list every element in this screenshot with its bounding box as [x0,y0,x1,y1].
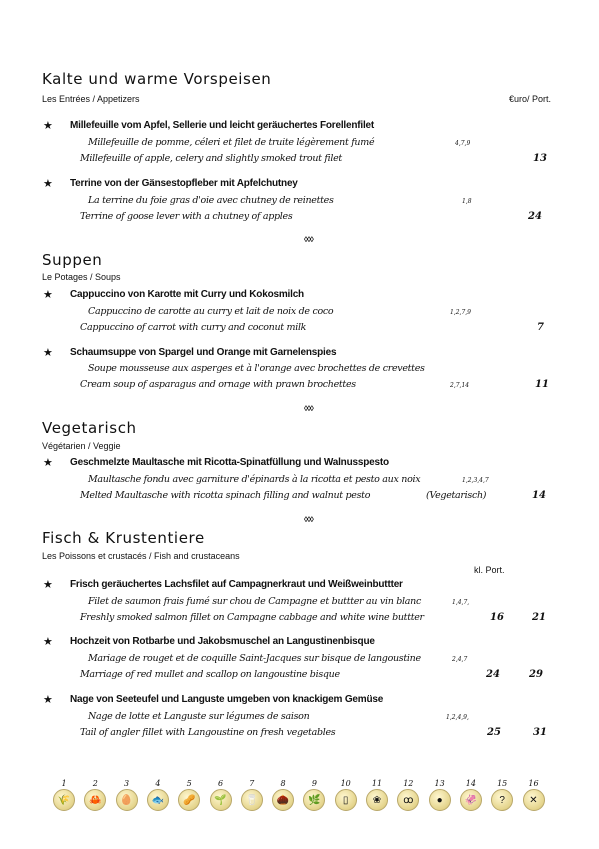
soy-icon: 🌱 [210,789,232,811]
legend-number: 5 [186,779,192,788]
legend-number: 16 [528,779,539,788]
dish-title: Frisch geräuchertes Lachsfilet auf Campagnerkraut und Weißweinbuttter [70,579,403,590]
dish-price: 7 [537,322,544,333]
dish-french: Soupe mousseuse aux asperges et à l'orange avec brochettes de crevettes [88,363,425,374]
legend-number: 8 [280,779,286,788]
legend-number: 7 [249,779,255,788]
price-header-small: kl. Port. [474,565,505,575]
star-icon: ★ [43,636,53,648]
legend-item [456,779,486,811]
legend-item [80,779,110,811]
dish-french: Maultasche fondu avec garniture d'épinards à la ricotta et pesto aux noix [88,474,421,485]
milk-icon: 🥛 [241,789,263,811]
dish-english: Cappuccino of carrot with curry and coconut milk [80,322,307,333]
section-subtitle-fish: Les Poissons et crustacés / Fish and crustaceans [42,551,240,561]
star-icon: ★ [43,120,53,132]
dish-allergens: 1,2,4,9, [446,714,469,721]
dish-english: Millefeuille of apple, celery and slightly smoked trout filet [80,153,342,164]
dish-price: 31 [533,727,547,738]
dish-title: Millefeuille vom Apfel, Sellerie und leicht geräuchertes Forellenfilet [70,120,375,131]
allergen-legend [49,779,559,811]
section-title-appetizers: Kalte und warme Vorspeisen [42,70,272,88]
star-icon: ★ [43,178,53,190]
legend-number: 1 [61,779,67,788]
dish-title: Schaumsuppe von Spargel und Orange mit Garnelenspies [70,347,337,358]
dish-price: 11 [535,379,549,390]
dish-french: La terrine du foie gras d'oie avec chutney de reinettes [88,195,334,206]
egg-icon: 🥚 [116,789,138,811]
legend-number: 10 [340,779,351,788]
section-subtitle-soups: Le Potages / Soups [42,272,121,282]
legend-number: 12 [403,779,414,788]
dish-note: (Vegetarisch) [426,490,487,501]
dish-french: Cappuccino de carotte au curry et lait de noix de coco [88,306,334,317]
dish-english: Cream soup of asparagus and ornage with prawn brochettes [80,379,356,390]
section-title-fish: Fisch & Krustentiere [42,529,205,547]
legend-number: 15 [497,779,508,788]
dish-allergens: 2,7,14 [450,382,470,389]
section-title-veggie: Vegetarisch [42,419,137,437]
dish-allergens: 4,7,9 [455,140,471,147]
legend-item [519,779,549,811]
legend-item [268,779,298,811]
wheat-icon: 🌾 [53,789,75,811]
section-divider: ◊◊◊ [304,404,313,413]
legend-item [393,779,423,811]
dish-french: Mariage de rouget et de coquille Saint-Jacques sur bisque de langoustine [88,653,421,664]
legend-item [49,779,79,811]
legend-item [143,779,173,811]
legend-number: 6 [217,779,224,788]
dish-english: Melted Maultasche with ricotta spinach filling and walnut pesto [80,490,371,501]
legend-number: 2 [92,779,98,788]
mollusc-icon: 🦑 [460,789,482,811]
dish-french: Nage de lotte et Languste sur légumes de saison [88,711,310,722]
dish-english: Marriage of red mullet and scallop on langoustine bisque [80,669,340,680]
celery-icon: 🌿 [303,789,325,811]
section-divider: ◊◊◊ [304,515,313,524]
star-icon: ★ [43,457,53,469]
dish-title: Cappuccino von Karotte mit Curry und Kokosmilch [70,289,304,300]
dish-allergens: 1,8 [462,198,472,205]
star-icon: ★ [43,347,53,359]
dish-allergens: 1,2,7,9 [450,309,471,316]
legend-item [487,779,517,811]
legend-item [331,779,361,811]
peanut-icon: 🥜 [178,789,200,811]
legend-item [206,779,236,811]
dish-title: Nage von Seeteufel und Languste umgeben von knackigem Gemüse [70,694,384,705]
dish-price: 21 [532,612,546,623]
dish-price: 29 [529,669,543,680]
star-icon: ★ [43,694,53,706]
legend-item [425,779,455,811]
dish-title: Hochzeit von Rotbarbe und Jakobsmuschel an Langustinenbisque [70,636,375,647]
dish-allergens: 1,4,7, [452,599,470,606]
dish-price: 13 [533,153,547,164]
dish-title: Terrine von der Gänsestopfleber mit Apfelchutney [70,178,298,189]
legend-item [362,779,392,811]
dish-price: 24 [528,211,542,222]
legend-item [112,779,142,811]
legend-number: 14 [465,779,476,788]
section-subtitle-veggie: Végétarien / Veggie [42,441,121,451]
legend-number: 9 [311,779,317,788]
section-divider: ◊◊◊ [304,235,313,244]
legend-item [174,779,204,811]
dish-french: Filet de saumon frais fumé sur chou de Campagne et buttter au vin blanc [88,596,421,607]
legend-item [299,779,329,811]
star-icon: ★ [43,579,53,591]
legend-number: 13 [434,779,445,788]
crab-icon: 🦀 [84,789,106,811]
dish-allergens: 1,2,3,4,7 [462,477,489,484]
sesame-icon: ❀ [366,789,388,811]
dish-allergens: 2,4,7 [452,656,468,663]
legend-number: 3 [124,779,130,788]
fish-icon: 🐟 [147,789,169,811]
section-title-soups: Suppen [42,251,103,269]
dish-price: 14 [532,490,546,501]
price-header-euro: €uro/ Port. [509,94,552,104]
mustard-icon: ▯ [335,789,357,811]
dish-price-small: 24 [486,669,500,680]
star-icon: ★ [43,289,53,301]
dish-english: Terrine of goose lever with a chutney of apples [80,211,293,222]
dish-title: Geschmelzte Maultasche mit Ricotta-Spinatfüllung und Walnusspesto [70,457,389,468]
question-icon: ? [491,789,513,811]
sulphite-icon: ꝏ [397,789,419,811]
legend-item [237,779,267,811]
cross-icon: ✕ [523,789,545,811]
dish-french: Millefeuille de pomme, céleri et filet de truite légèrement fumé [88,137,375,148]
dish-price-small: 25 [487,727,501,738]
legend-number: 11 [371,779,383,788]
dish-english: Freshly smoked salmon fillet on Campagne cabbage and white wine buttter [80,612,424,623]
section-subtitle-appetizers: Les Entrées / Appetizers [42,94,140,104]
dish-price-small: 16 [490,612,504,623]
legend-number: 4 [155,779,161,788]
nut-icon: 🌰 [272,789,294,811]
dish-english: Tail of angler fillet with Langoustine on fresh vegetables [80,727,336,738]
lupin-icon: ● [429,789,451,811]
